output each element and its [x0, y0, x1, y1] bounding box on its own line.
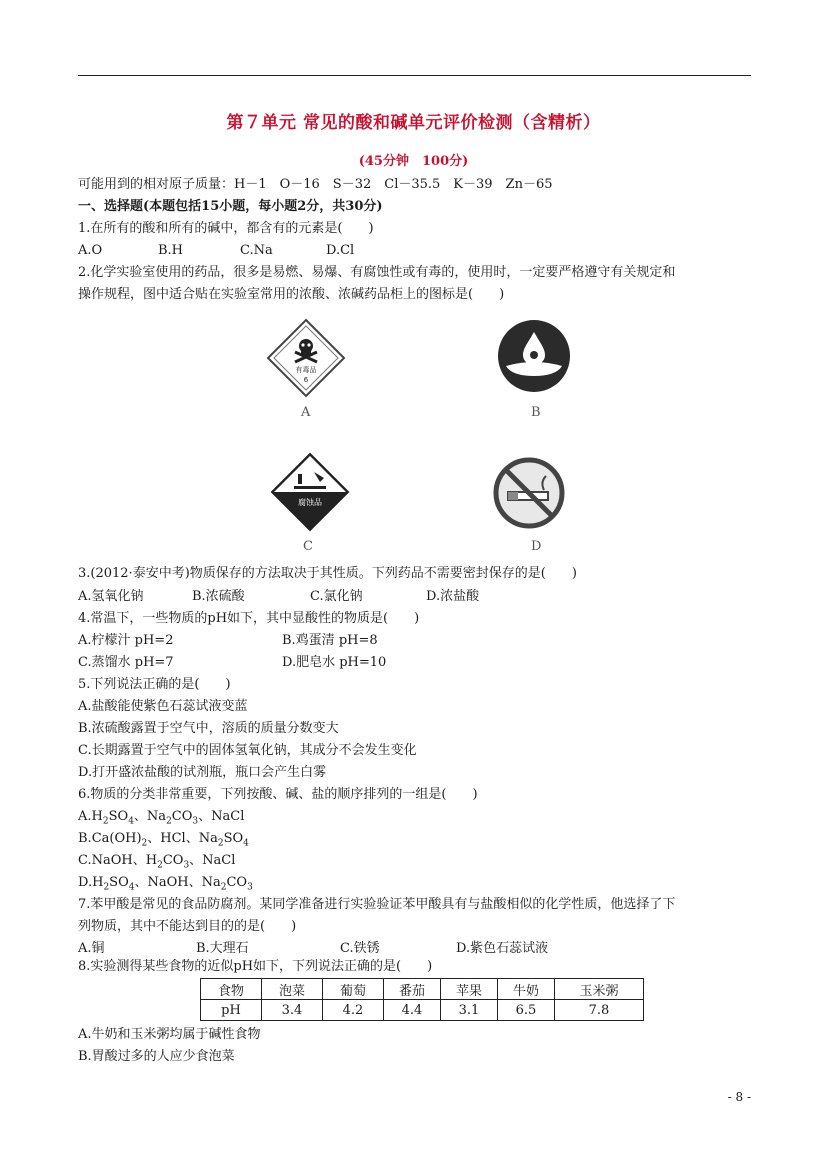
- table-cell: 7.8: [555, 1000, 644, 1021]
- table-cell: 4.2: [323, 1000, 384, 1021]
- q1-option-d: D.Cl: [326, 243, 355, 258]
- corrosive-icon-label: 腐蚀品: [298, 498, 322, 507]
- page-title: 第７单元 常见的酸和碱单元评价检测（含精析）: [226, 113, 601, 133]
- no-smoking-icon: [492, 456, 566, 530]
- q6-option-d: $D.H_2SO_4$、NaOH、$Na_2CO_3$: [78, 875, 253, 893]
- q3-option-d: D.浓盐酸: [426, 589, 480, 604]
- q5-option-d: D.打开盛浓盐酸的试剂瓶，瓶口会产生白雾: [78, 765, 327, 780]
- table-row: [201, 1000, 644, 1021]
- table-cell: 苹果: [441, 979, 498, 1000]
- toxic-hazard-icon: [266, 318, 346, 398]
- q3-option-a: A.氢氧化钠: [78, 589, 144, 604]
- page-subtitle: (45分钟 100分): [358, 154, 469, 169]
- table-cell: 4.4: [384, 1000, 441, 1021]
- q6-option-b: $B.Ca(OH)_2$、HCl、$Na_2SO_4$: [78, 831, 249, 849]
- q3-option-c: C.氯化钠: [310, 589, 363, 604]
- q7-stem-line1: 7.苯甲酸是常见的食品防腐剂。某同学准备进行实验验证苯甲酸具有与盐酸相似的化学性质，他选择了下: [78, 897, 676, 912]
- section-heading: 一、选择题(本题包括15小题，每小题2分，共30分): [78, 199, 383, 214]
- toxic-icon-label: 有毒品: [295, 366, 317, 374]
- q7-stem-line2: 列物质，其中不能达到目的的是( ): [78, 919, 297, 934]
- q7-option-b: B.大理石: [196, 941, 249, 956]
- q1-stem: 1.在所有的酸和所有的碱中，都含有的元素是( ): [78, 221, 374, 236]
- page-number: - 8 -: [727, 1090, 751, 1104]
- q4-stem: 4.常温下，一些物质的pH如下，其中显酸性的物质是( ): [78, 611, 420, 626]
- q3-option-b: B.浓硫酸: [192, 589, 245, 604]
- q6-option-a: $A.H_2SO_4$、$Na_2CO_3$、NaCl: [78, 809, 245, 827]
- q6-option-c: C.NaOH、$H_2CO_3$、NaCl: [78, 853, 236, 871]
- q1-option-c: C.Na: [240, 243, 273, 258]
- table-cell: 玉米粥: [555, 979, 644, 1000]
- q1-option-a: A.O: [78, 243, 103, 258]
- toxic-icon-number: 6: [303, 376, 309, 384]
- food-ph-table: [200, 978, 644, 1021]
- top-rule: [78, 75, 751, 76]
- table-cell: 3.1: [441, 1000, 498, 1021]
- q7-option-d: D.紫色石蕊试液: [456, 941, 549, 956]
- table-header-row: [201, 979, 644, 1000]
- water-reactive-icon: [496, 318, 572, 394]
- q6-stem: 6.物质的分类非常重要，下列按酸、碱、盐的顺序排列的一组是( ): [78, 787, 478, 802]
- q5-option-c: C.长期露置于空气中的固体氢氧化钠，其成分不会发生变化: [78, 743, 417, 758]
- q7-option-a: A.铜: [78, 941, 105, 956]
- q8-option-b: B.胃酸过多的人应少食泡菜: [78, 1049, 235, 1064]
- table-cell: 牛奶: [498, 979, 555, 1000]
- table-cell: 6.5: [498, 1000, 555, 1021]
- figure-caption-c: C: [303, 539, 313, 554]
- table-cell: 食物: [201, 979, 262, 1000]
- q5-option-b: B.浓硫酸露置于空气中，溶质的质量分数变大: [78, 721, 339, 736]
- atomic-masses: 可能用到的相对原子质量：H－1 O－16 S－32 Cl－35.5 K－39 Zn－65: [78, 177, 553, 192]
- q4-option-b: B.鸡蛋清 pH=8: [282, 633, 378, 648]
- table-cell: 葡萄: [323, 979, 384, 1000]
- q5-option-a: A.盐酸能使紫色石蕊试液变蓝: [78, 699, 248, 714]
- figure-caption-d: D: [531, 539, 542, 554]
- q7-option-c: C.铁锈: [340, 941, 380, 956]
- q8-option-a: A.牛奶和玉米粥均属于碱性食物: [78, 1027, 261, 1042]
- q5-stem: 5.下列说法正确的是( ): [78, 677, 231, 692]
- table-cell: pH: [201, 1000, 262, 1021]
- q4-option-d: D.肥皂水 pH=10: [282, 655, 387, 670]
- q1-option-b: B.H: [158, 243, 184, 258]
- q8-stem: 8.实验测得某些食物的近似pH如下，下列说法正确的是( ): [78, 959, 433, 974]
- q2-stem-line1: 2.化学实验室使用的药品，很多是易燃、易爆、有腐蚀性或有毒的，使用时，一定要严格遵守有关规定和: [78, 265, 676, 280]
- corrosive-hazard-icon: [270, 452, 350, 532]
- q2-stem-line2: 操作规程，图中适合贴在实验室常用的浓酸、浓碱药品柜上的图标是( ): [78, 287, 505, 302]
- figure-caption-a: A: [301, 405, 311, 420]
- table-cell: 泡菜: [262, 979, 323, 1000]
- table-cell: 3.4: [262, 1000, 323, 1021]
- q4-option-c: C.蒸馏水 pH=7: [78, 655, 174, 670]
- q3-stem: 3.(2012·泰安中考)物质保存的方法取决于其性质。下列药品不需要密封保存的是( ): [78, 566, 577, 581]
- figure-caption-b: B: [531, 405, 541, 420]
- q4-option-a: A.柠檬汁 pH=2: [78, 633, 174, 648]
- table-cell: 番茄: [384, 979, 441, 1000]
